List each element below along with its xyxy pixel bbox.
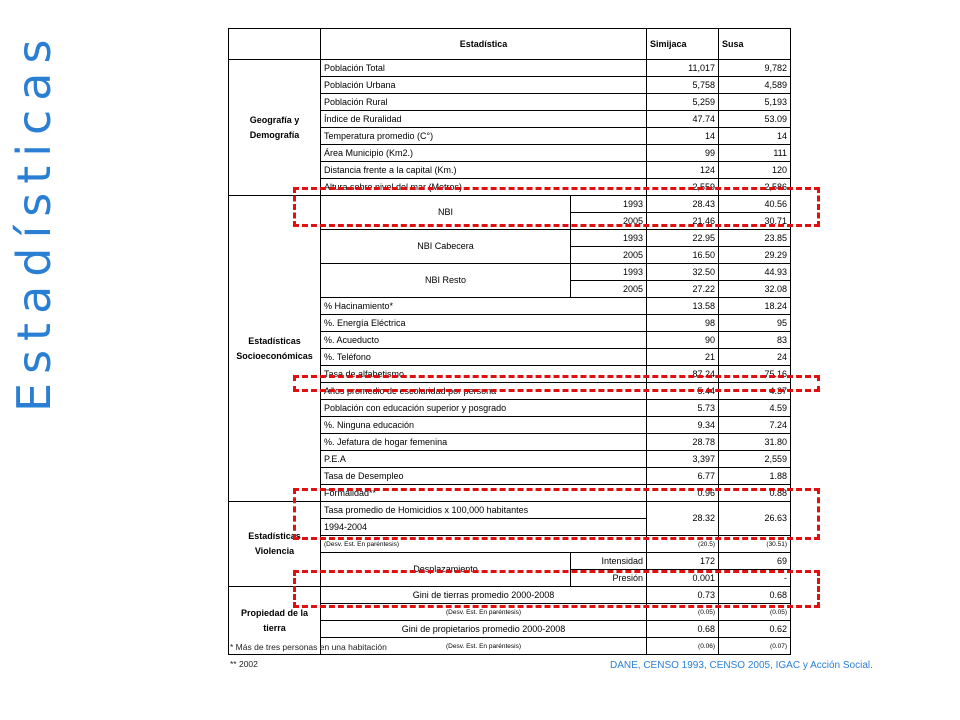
year-cell: 2005 xyxy=(571,247,647,264)
row-label: Índice de Ruralidad xyxy=(321,111,647,128)
value-simijaca: 0.68 xyxy=(647,621,719,638)
value-susa: 44.93 xyxy=(719,264,791,281)
value-susa: 4.37 xyxy=(719,383,791,400)
value-susa: - xyxy=(719,570,791,587)
statistics-table xyxy=(228,28,791,655)
value-simijaca: 27.22 xyxy=(647,281,719,298)
year-cell: 1993 xyxy=(571,196,647,213)
header-susa: Susa xyxy=(719,29,791,60)
row-label: Población con educación superior y posgrado xyxy=(321,400,647,417)
row-label: Tasa de alfabetismo xyxy=(321,366,647,383)
row-label: P.E.A xyxy=(321,451,647,468)
value-simijaca: 0.96 xyxy=(647,485,719,502)
value-susa: 9,782 xyxy=(719,60,791,77)
sd-note: (Desv. Est. En paréntesis) xyxy=(321,638,647,655)
value-susa: 0.68 xyxy=(719,587,791,604)
value-simijaca: 90 xyxy=(647,332,719,349)
value-susa: 2,559 xyxy=(719,451,791,468)
value-simijaca: 2,559 xyxy=(647,179,719,196)
header-statistic: Estadística xyxy=(321,29,647,60)
value-susa: 4,589 xyxy=(719,77,791,94)
sd-susa: (0.05) xyxy=(719,604,791,621)
row-label: Gini de propietarios promedio 2000-2008 xyxy=(321,621,647,638)
header-empty-cell xyxy=(229,29,321,60)
value-susa: 7.24 xyxy=(719,417,791,434)
value-susa: 83 xyxy=(719,332,791,349)
value-susa: 23.85 xyxy=(719,230,791,247)
value-susa: 26.63 xyxy=(719,502,791,536)
row-label: 1994-2004 xyxy=(321,519,647,536)
row-label: Gini de tierras promedio 2000-2008 xyxy=(321,587,647,604)
footnote-2: ** 2002 xyxy=(230,659,258,669)
value-simijaca: 5,259 xyxy=(647,94,719,111)
value-susa: 5,193 xyxy=(719,94,791,111)
value-simijaca: 14 xyxy=(647,128,719,145)
value-susa: 0.62 xyxy=(719,621,791,638)
value-simijaca: 21 xyxy=(647,349,719,366)
section-geografia: Geografía y Demografía xyxy=(229,60,321,196)
value-simijaca: 0.001 xyxy=(647,570,719,587)
year-cell: 2005 xyxy=(571,213,647,230)
row-label: Tasa promedio de Homicidios x 100,000 habitantes xyxy=(321,502,647,519)
nbi-resto-label: NBI Resto xyxy=(321,264,571,298)
value-simijaca: 11,017 xyxy=(647,60,719,77)
value-simijaca: 172 xyxy=(647,553,719,570)
value-susa: 0.88 xyxy=(719,485,791,502)
row-label: %. Acueducto xyxy=(321,332,647,349)
value-simijaca: 21.46 xyxy=(647,213,719,230)
value-susa: 32.08 xyxy=(719,281,791,298)
value-simijaca: 5.44 xyxy=(647,383,719,400)
row-label: Tasa de Desempleo xyxy=(321,468,647,485)
slide-title: Estadísticas xyxy=(7,30,61,412)
highlight-nbi xyxy=(293,187,820,227)
value-simijaca: 47.74 xyxy=(647,111,719,128)
section-propiedad: Propiedad de la tierra xyxy=(229,587,321,655)
sd-simijaca: (20.5) xyxy=(647,536,719,553)
value-simijaca: 9.34 xyxy=(647,417,719,434)
value-simijaca: 3,397 xyxy=(647,451,719,468)
nbi-label: NBI xyxy=(321,196,571,230)
nbi-cabecera-label: NBI Cabecera xyxy=(321,230,571,264)
value-susa: 1.88 xyxy=(719,468,791,485)
value-simijaca: 5,758 xyxy=(647,77,719,94)
value-simijaca: 124 xyxy=(647,162,719,179)
table-row xyxy=(229,60,791,77)
value-susa: 120 xyxy=(719,162,791,179)
source-note: DANE, CENSO 1993, CENSO 2005, IGAC y Acción Social. xyxy=(610,660,873,671)
value-simijaca: 28.78 xyxy=(647,434,719,451)
section-violencia: Estadísticas Violencia xyxy=(229,502,321,587)
value-susa: 18.24 xyxy=(719,298,791,315)
value-susa: 40.56 xyxy=(719,196,791,213)
row-label: %. Teléfono xyxy=(321,349,647,366)
year-cell: 1993 xyxy=(571,264,647,281)
desplazamiento-label: Desplazamiento xyxy=(321,553,571,587)
row-label: Formalidad** xyxy=(321,485,647,502)
year-cell: 2005 xyxy=(571,281,647,298)
row-label: % Hacinamiento* xyxy=(321,298,647,315)
header-simijaca: Simijaca xyxy=(647,29,719,60)
sd-simijaca: (0.06) xyxy=(647,638,719,655)
value-simijaca: 98 xyxy=(647,315,719,332)
value-simijaca: 22.95 xyxy=(647,230,719,247)
row-label: Altura sobre nivel del mar (Metros) xyxy=(321,179,647,196)
value-susa: 14 xyxy=(719,128,791,145)
value-simijaca: 5.73 xyxy=(647,400,719,417)
row-label: Distancia frente a la capital (Km.) xyxy=(321,162,647,179)
row-label: Población Total xyxy=(321,60,647,77)
value-simijaca: 32.50 xyxy=(647,264,719,281)
row-label: Temperatura promedio (C°) xyxy=(321,128,647,145)
value-susa: 4.59 xyxy=(719,400,791,417)
value-susa: 95 xyxy=(719,315,791,332)
value-susa: 111 xyxy=(719,145,791,162)
row-label: Población Rural xyxy=(321,94,647,111)
value-susa: 75.16 xyxy=(719,366,791,383)
value-susa: 53.09 xyxy=(719,111,791,128)
sub-label: Presión xyxy=(571,570,647,587)
header-row xyxy=(229,29,791,60)
sub-label: Intensidad xyxy=(571,553,647,570)
value-simijaca: 28.32 xyxy=(647,502,719,536)
value-susa: 2,586 xyxy=(719,179,791,196)
highlight-homicidios xyxy=(293,488,820,540)
row-label: Años promedio de escolaridad por persona xyxy=(321,383,647,400)
sd-note: (Desv. Est. En paréntesis) xyxy=(321,604,647,621)
value-susa: 31.80 xyxy=(719,434,791,451)
sd-simijaca: (0.05) xyxy=(647,604,719,621)
value-simijaca: 6.77 xyxy=(647,468,719,485)
value-simijaca: 28.43 xyxy=(647,196,719,213)
year-cell: 1993 xyxy=(571,230,647,247)
value-simijaca: 0.73 xyxy=(647,587,719,604)
highlight-escolaridad xyxy=(293,375,820,392)
value-simijaca: 87.24 xyxy=(647,366,719,383)
row-label: %. Jefatura de hogar femenina xyxy=(321,434,647,451)
highlight-gini xyxy=(293,570,820,608)
footnote-1: * Más de tres personas en una habitación xyxy=(230,642,387,652)
value-simijaca: 16.50 xyxy=(647,247,719,264)
value-susa: 30.71 xyxy=(719,213,791,230)
sd-susa: (30.51) xyxy=(719,536,791,553)
row-label: Población Urbana xyxy=(321,77,647,94)
row-label: %. Energía Eléctrica xyxy=(321,315,647,332)
row-label: %. Ninguna educación xyxy=(321,417,647,434)
value-susa: 69 xyxy=(719,553,791,570)
sd-susa: (0.07) xyxy=(719,638,791,655)
value-simijaca: 13.58 xyxy=(647,298,719,315)
section-socioeconomicas: Estadísticas Socioeconómicas xyxy=(229,196,321,502)
sd-note: (Desv. Est. En paréntesis) xyxy=(321,536,647,553)
row-label: Área Municipio (Km2.) xyxy=(321,145,647,162)
value-susa: 24 xyxy=(719,349,791,366)
value-simijaca: 99 xyxy=(647,145,719,162)
value-susa: 29.29 xyxy=(719,247,791,264)
